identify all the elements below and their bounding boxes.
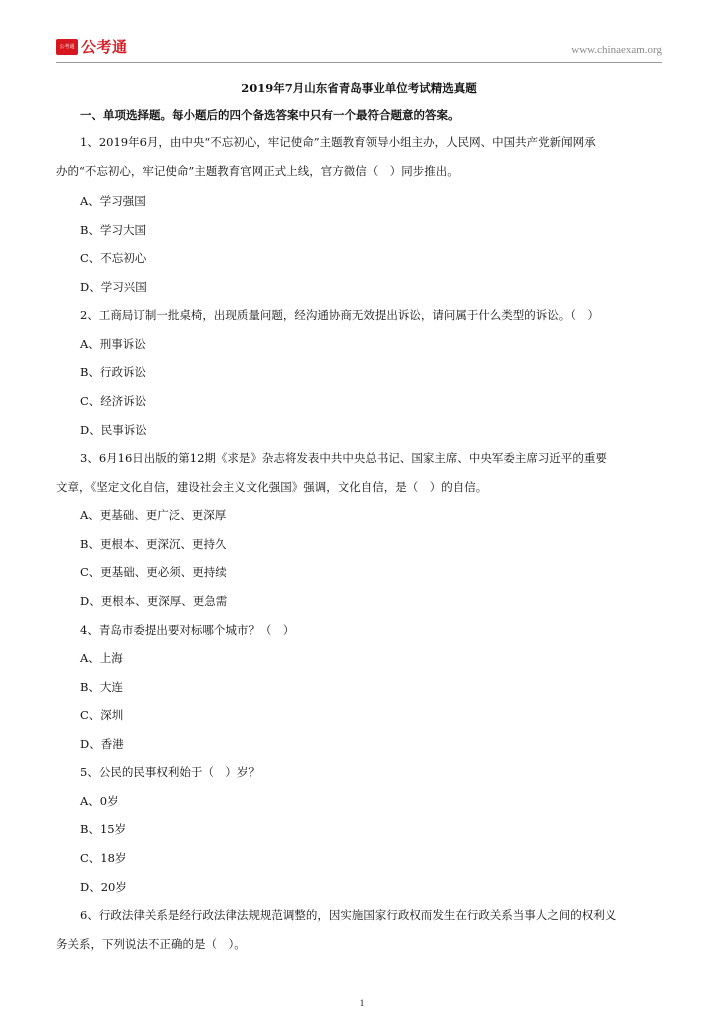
question-1-line-2: 办的“不忘初心，牢记使命”主题教育官网正式上线，官方微信（ ）同步推出。 bbox=[56, 164, 459, 178]
question-2-option-b: B、行政诉讼 bbox=[80, 365, 146, 379]
question-4-option-d: D、香港 bbox=[80, 737, 124, 751]
section-heading: 一、单项选择题。每小题后的四个备选答案中只有一个最符合题意的答案。 bbox=[80, 108, 460, 122]
question-4-option-c: C、深圳 bbox=[80, 708, 124, 722]
question-5-option-d: D、20岁 bbox=[80, 880, 127, 894]
question-2-line-1: 2、工商局订制一批桌椅，出现质量问题，经沟通协商无效提出诉讼，请问属于什么类型的诉讼。（ ） bbox=[80, 308, 600, 322]
logo bbox=[56, 36, 128, 57]
question-4-line-1: 4、青岛市委提出要对标哪个城市？（ ） bbox=[80, 623, 295, 637]
question-2-option-d: D、民事诉讼 bbox=[80, 423, 147, 437]
question-1-option-c: C、不忘初心 bbox=[80, 251, 147, 265]
question-3-line-2: 文章，《坚定文化自信，建设社会主义文化强国》强调，文化自信，是（ ）的自信。 bbox=[56, 480, 488, 494]
question-4-option-b: B、大连 bbox=[80, 680, 123, 694]
question-1-line-1: 1、2019年6月，由中央“不忘初心，牢记使命”主题教育领导小组主办，人民网、中国共产党新闻网承 bbox=[80, 135, 596, 149]
question-6-line-2: 务关系，下列说法不正确的是（ ）。 bbox=[56, 937, 246, 951]
question-3-line-1: 3、6月16日出版的第12期《求是》杂志将发表中共中央总书记、国家主席、中央军委主席习近平的重要 bbox=[80, 451, 607, 465]
question-3-option-b: B、更根本、更深沉、更持久 bbox=[80, 537, 227, 551]
logo-text: 公考通 bbox=[81, 38, 128, 56]
question-6-line-1: 6、行政法律关系是经行政法律法规规范调整的，因实施国家行政权而发生在行政关系当事人之间的权利义 bbox=[80, 908, 617, 922]
question-2-option-a: A、刑事诉讼 bbox=[80, 337, 146, 351]
document-title: 2019年7月山东省青岛事业单位考试精选真题 bbox=[241, 81, 477, 95]
question-5-option-b: B、15岁 bbox=[80, 822, 127, 836]
question-4-option-a: A、上海 bbox=[80, 651, 123, 665]
question-1-option-d: D、学习兴国 bbox=[80, 280, 147, 294]
question-5-line-1: 5、公民的民事权利始于（ ）岁？ bbox=[80, 765, 260, 779]
question-3-option-c: C、更基础、更必须、更持续 bbox=[80, 565, 227, 579]
site-url: www.chinaexam.org bbox=[571, 44, 662, 56]
question-3-option-d: D、更根本、更深厚、更急需 bbox=[80, 594, 228, 608]
question-5-option-a: A、0岁 bbox=[80, 794, 119, 808]
question-2-option-c: C、经济诉讼 bbox=[80, 394, 147, 408]
question-5-option-c: C、18岁 bbox=[80, 851, 127, 865]
question-1-option-b: B、学习大国 bbox=[80, 223, 146, 237]
page-header bbox=[56, 34, 662, 63]
question-3-option-a: A、更基础、更广泛、更深厚 bbox=[80, 508, 227, 522]
question-1-option-a: A、学习强国 bbox=[80, 194, 146, 208]
page-number: 1 bbox=[359, 998, 365, 1008]
logo-badge: 公考通 bbox=[56, 39, 78, 55]
